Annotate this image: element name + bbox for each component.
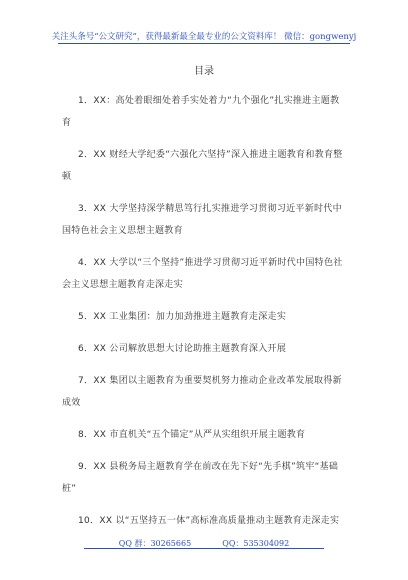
toc-item[interactable]: 2．XX 财经大学纪委“六强化六坚持”深入推进主题教育和教育整顿 — [62, 150, 343, 182]
footer-divider — [84, 548, 324, 549]
toc-item[interactable]: 6．XX 公司解放思想大讨论助推主题教育深入开展 — [78, 344, 287, 354]
footer-qq-group: QQ 群：30265665 — [118, 539, 192, 548]
toc-item[interactable]: 9．XX 县税务局主题教育学在前改在先下好“先手棋”筑牢“基础桩” — [62, 462, 339, 494]
header-banner-link[interactable]: 关注头条号“公文研究”，获得最新最全最专业的公文资料库！ 微信：gongwenyj — [51, 32, 357, 42]
toc-item[interactable]: 7．XX 集团以主题教育为重要契机努力推动企业改革发展取得新成效 — [62, 376, 342, 408]
page-title: 目录 — [194, 66, 214, 77]
toc-item[interactable]: 3．XX 大学坚持深学精思笃行扎实推进学习贯彻习近平新时代中国特色社会主义思想主题教育 — [62, 204, 342, 236]
header-banner[interactable] — [0, 30, 408, 42]
toc-item[interactable]: 8．XX 市直机关“五个锚定”从严从实组织开展主题教育 — [78, 430, 306, 440]
toc-item[interactable]: 5．XX 工业集团：加力加劲推进主题教育走深走实 — [78, 312, 287, 322]
toc-item[interactable]: 10．XX 以“五坚持五一体”高标准高质量推动主题教育走深走实 — [78, 516, 340, 526]
toc-item[interactable]: 4．XX 大学以“三个坚持”推进学习贯彻习近平新时代中国特色社会主义思想主题教育走深走实 — [62, 258, 343, 290]
footer-qq: QQ：535304092 — [222, 539, 290, 548]
table-of-contents — [62, 90, 346, 542]
toc-item[interactable]: 1．XX：高处着眼细处着手实处着力“九个强化”扎实推进主题教育 — [62, 96, 340, 128]
header-divider — [58, 43, 350, 44]
